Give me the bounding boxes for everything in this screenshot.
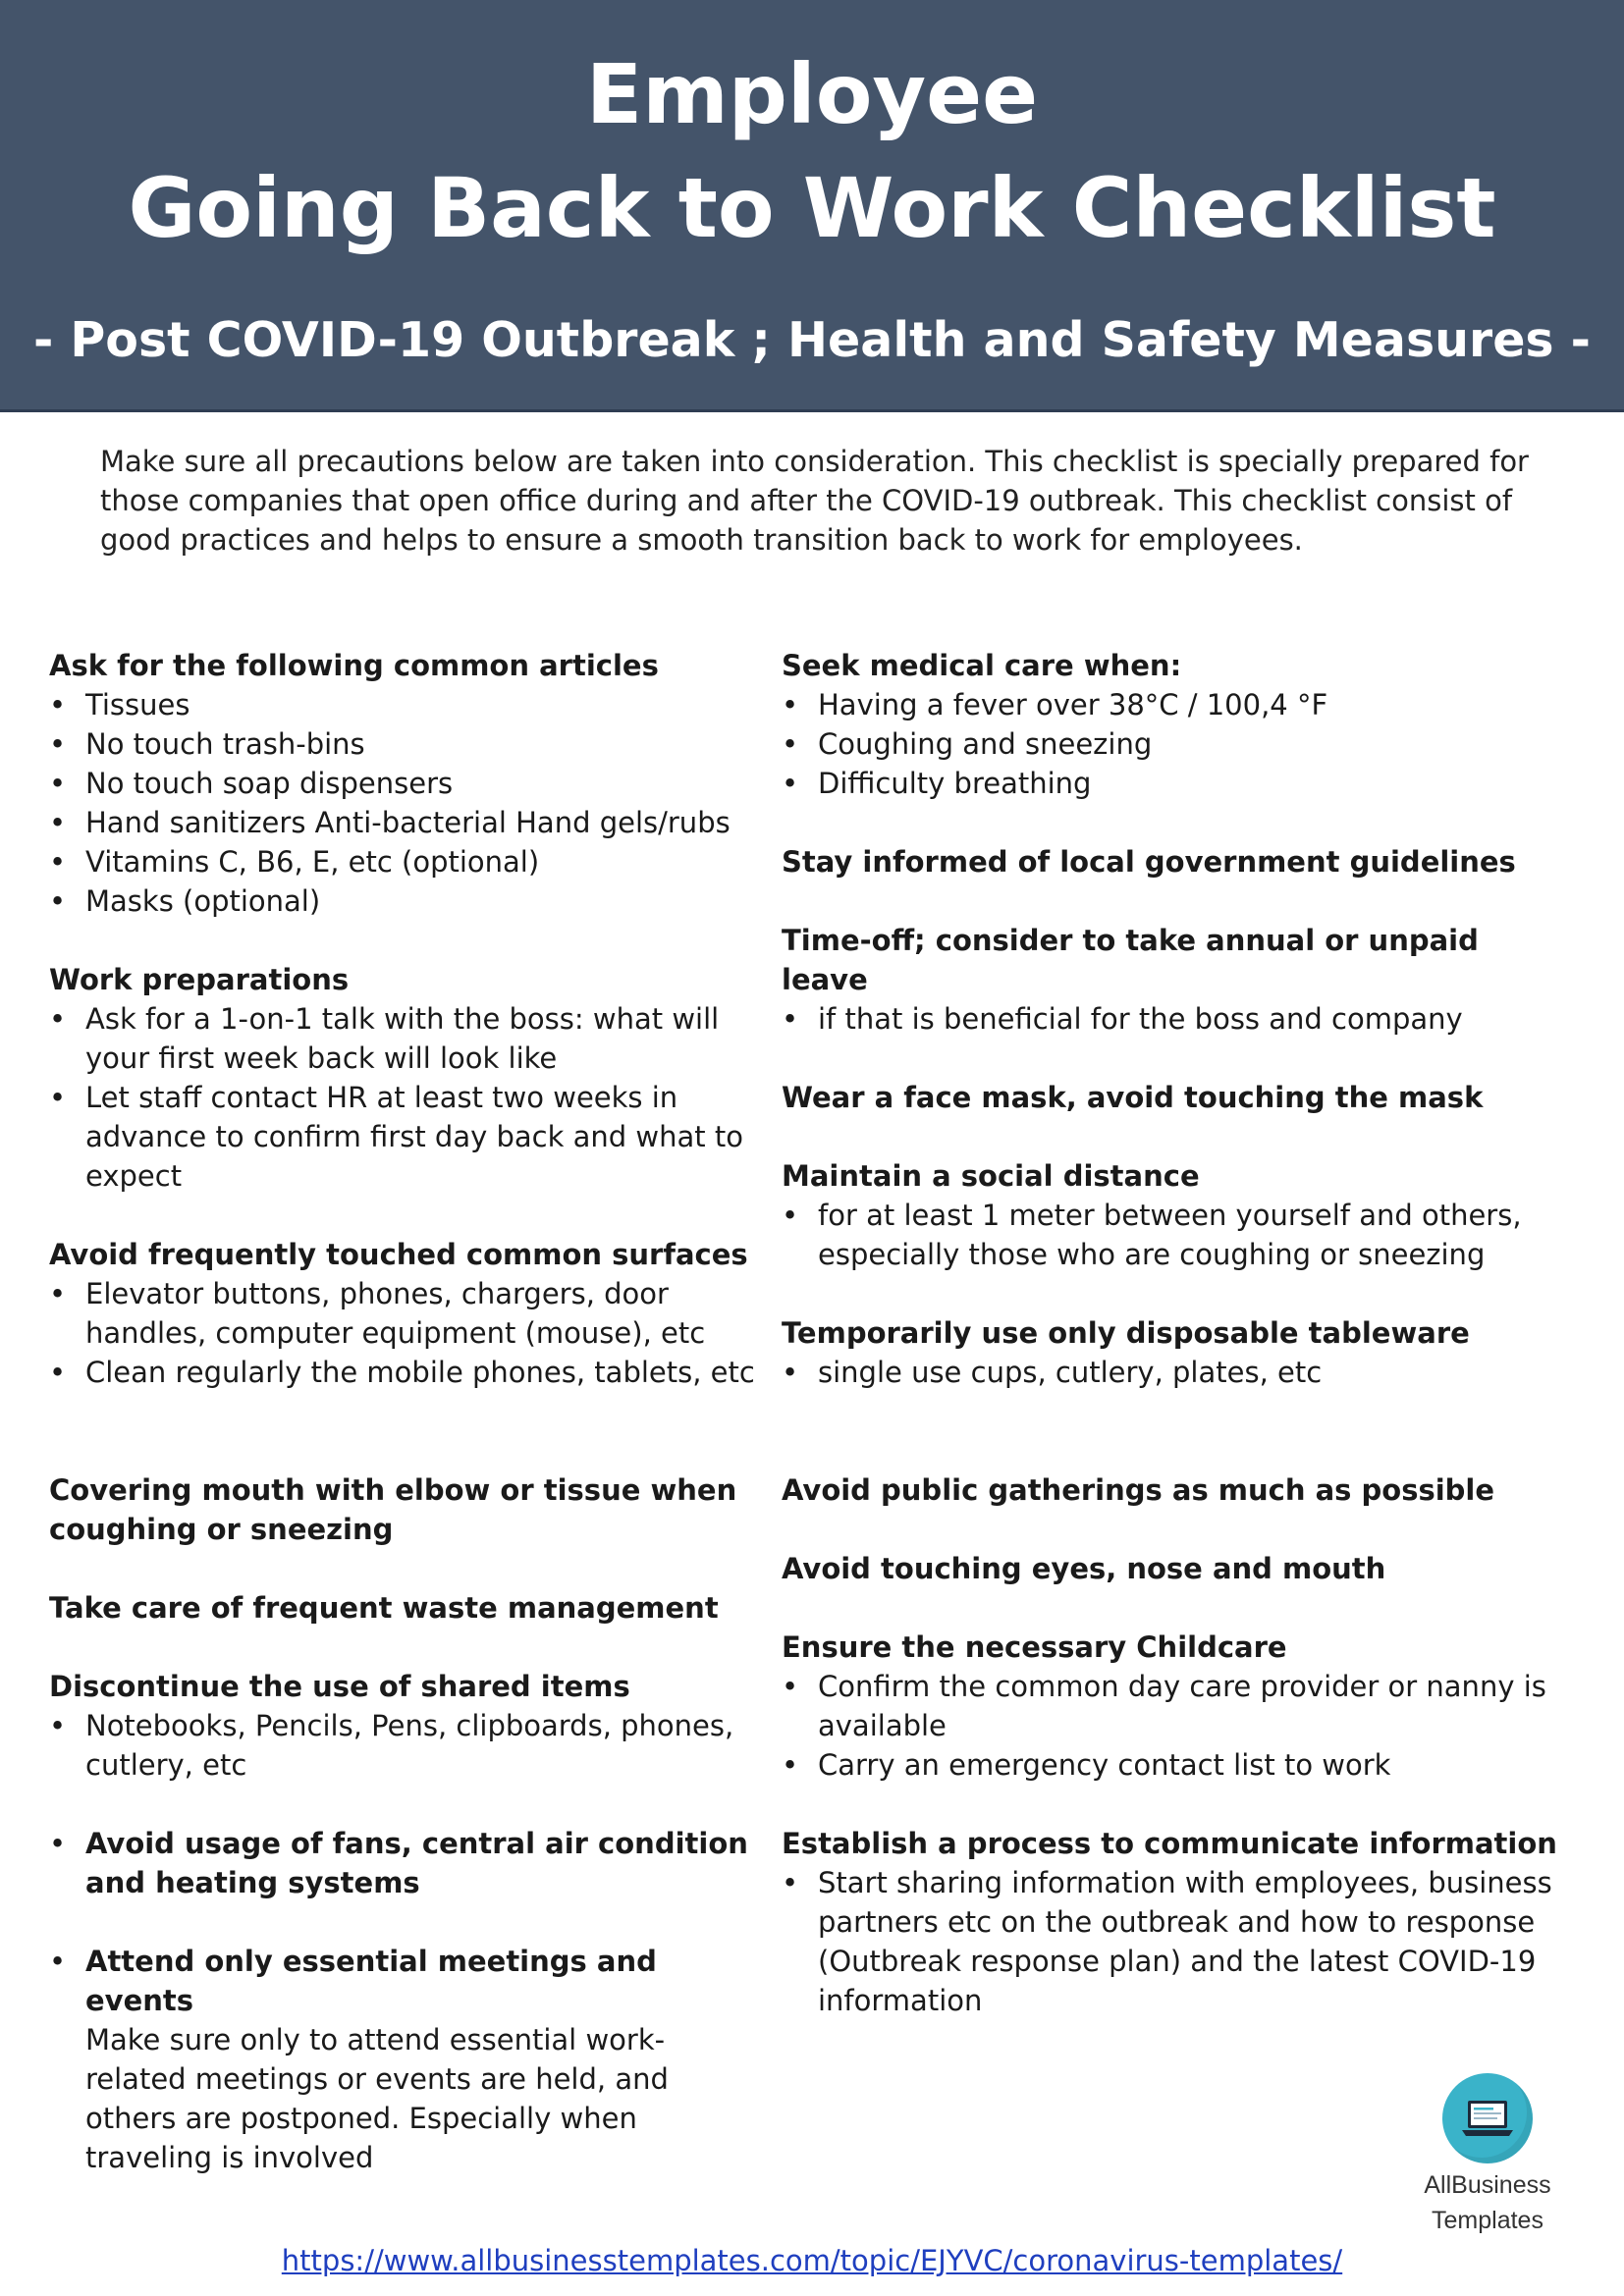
list-item: • Carry an emergency contact list to work (782, 1745, 1557, 1785)
section-heading: Ensure the necessary Childcare (782, 1630, 1287, 1664)
section-social-distance (782, 1156, 1557, 1274)
list-item: • No touch soap dispensers (49, 764, 756, 803)
list-item: • for at least 1 meter between yourself and others, especially those who are coughing or sneezing (782, 1196, 1557, 1274)
section-heading: Take care of frequent waste management (49, 1591, 719, 1625)
section-heading: Discontinue the use of shared items (49, 1670, 630, 1703)
section-heading: Wear a face mask, avoid touching the mask (782, 1081, 1484, 1114)
item-description: Make sure only to attend essential work-related meetings or events are held, and others are postponed. Especially when traveling is involved (85, 2023, 669, 2174)
list-item: • Difficulty breathing (782, 764, 1557, 803)
list-item: • No touch trash-bins (49, 724, 756, 764)
section-covering-mouth (49, 1470, 756, 1549)
bullet-list (49, 1274, 756, 1392)
section-heading: Seek medical care when: (782, 649, 1182, 682)
brand-logo[interactable] (1414, 2073, 1561, 2234)
section-heading: Avoid touching eyes, nose and mouth (782, 1552, 1386, 1585)
bullet-list (49, 685, 756, 921)
section-childcare (782, 1628, 1557, 1785)
logo-circle (1442, 2073, 1533, 2163)
bullet-list (782, 1863, 1557, 2020)
page-subtitle: - Post COVID-19 Outbreak ; Health and Safety Measures - (33, 312, 1591, 368)
section-time-off (782, 921, 1557, 1039)
section-heading: Avoid frequently touched common surfaces (49, 1238, 748, 1271)
brand-name-line-1: AllBusiness (1424, 2171, 1551, 2199)
list-item: • Coughing and sneezing (782, 724, 1557, 764)
section-shared-items (49, 1667, 756, 1785)
bullet-list (782, 685, 1557, 803)
list-item: • Elevator buttons, phones, chargers, door handles, computer equipment (mouse), etc (49, 1274, 756, 1353)
list-item: • Start sharing information with employees, business partners etc on the outbreak and how to response (Outbreak response plan) and the latest COVID-19 information (782, 1863, 1557, 2020)
left-column (49, 646, 756, 2216)
bullet-list (782, 999, 1557, 1039)
section-heading: Temporarily use only disposable tableware (782, 1316, 1470, 1350)
bullet-list (49, 999, 756, 1196)
section-tableware (782, 1313, 1557, 1392)
page-title-line-2: Going Back to Work Checklist (128, 160, 1496, 256)
intro-paragraph: Make sure all precautions below are taken into consideration. This checklist is specially prepared for those companies that open office during and after the COVID-19 outbreak. This checklist consist of good practices and helps to ensure a smooth transition back to work for employees. (100, 445, 1529, 557)
bullet-list (49, 1706, 756, 1785)
list-item: • Notebooks, Pencils, Pens, clipboards, phones, cutlery, etc (49, 1706, 756, 1785)
footer-url-link[interactable]: https://www.allbusinesstemplates.com/topic/EJYVC/coronavirus-templates/ (281, 2244, 1343, 2277)
section-heading: Establish a process to communicate information (782, 1827, 1557, 1860)
list-item: • Clean regularly the mobile phones, tablets, etc (49, 1353, 756, 1392)
list-item (49, 1824, 756, 1902)
bold-item-text: • Avoid usage of fans, central air condition and heating systems (85, 1827, 748, 1899)
section-common-articles (49, 646, 756, 921)
section-medical-care (782, 646, 1557, 803)
list-item: • Tissues (49, 685, 756, 724)
section-heading: Maintain a social distance (782, 1159, 1200, 1193)
section-stay-informed (782, 842, 1557, 881)
section-public-gatherings (782, 1470, 1557, 1510)
list-item: • Having a fever over 38°C / 100,4 °F (782, 685, 1557, 724)
section-face-mask (782, 1078, 1557, 1117)
section-communicate (782, 1824, 1557, 2020)
section-waste-management (49, 1588, 756, 1628)
list-item: • Masks (optional) (49, 881, 756, 921)
right-column (782, 646, 1557, 2059)
section-touched-surfaces (49, 1235, 756, 1392)
list-item: • single use cups, cutlery, plates, etc (782, 1353, 1557, 1392)
page-title-line-1: Employee (585, 46, 1039, 142)
section-avoid-touching (782, 1549, 1557, 1588)
section-work-preparations (49, 960, 756, 1196)
list-item: • Ask for a 1-on-1 talk with the boss: what will your first week back will look like (49, 999, 756, 1078)
section-heading: Avoid public gatherings as much as possible (782, 1473, 1495, 1507)
bullet-list (49, 1824, 756, 1902)
bullet-list (782, 1353, 1557, 1392)
list-item (49, 1942, 756, 2177)
section-heading: Covering mouth with elbow or tissue when coughing or sneezing (49, 1473, 737, 1546)
bullet-list (782, 1667, 1557, 1785)
list-item: • Hand sanitizers Anti-bacterial Hand gels/rubs (49, 803, 756, 842)
section-heading: Stay informed of local government guidelines (782, 845, 1516, 879)
section-meetings (49, 1942, 756, 2177)
bullet-list (49, 1942, 756, 2177)
section-heading: Time-off; consider to take annual or unpaid leave (782, 924, 1479, 996)
section-heading: Work preparations (49, 963, 350, 996)
section-fans (49, 1824, 756, 1902)
list-item: • Let staff contact HR at least two weeks in advance to confirm first day back and what to expect (49, 1078, 756, 1196)
bold-item-text: • Attend only essential meetings and events (85, 1945, 657, 2017)
list-item: • if that is beneficial for the boss and company (782, 999, 1557, 1039)
section-heading: Ask for the following common articles (49, 649, 659, 682)
bullet-list (782, 1196, 1557, 1274)
brand-name-line-2: Templates (1432, 2207, 1543, 2234)
laptop-icon (1460, 2095, 1515, 2142)
list-item: • Confirm the common day care provider or nanny is available (782, 1667, 1557, 1745)
header-banner (0, 0, 1624, 412)
list-item: • Vitamins C, B6, E, etc (optional) (49, 842, 756, 881)
